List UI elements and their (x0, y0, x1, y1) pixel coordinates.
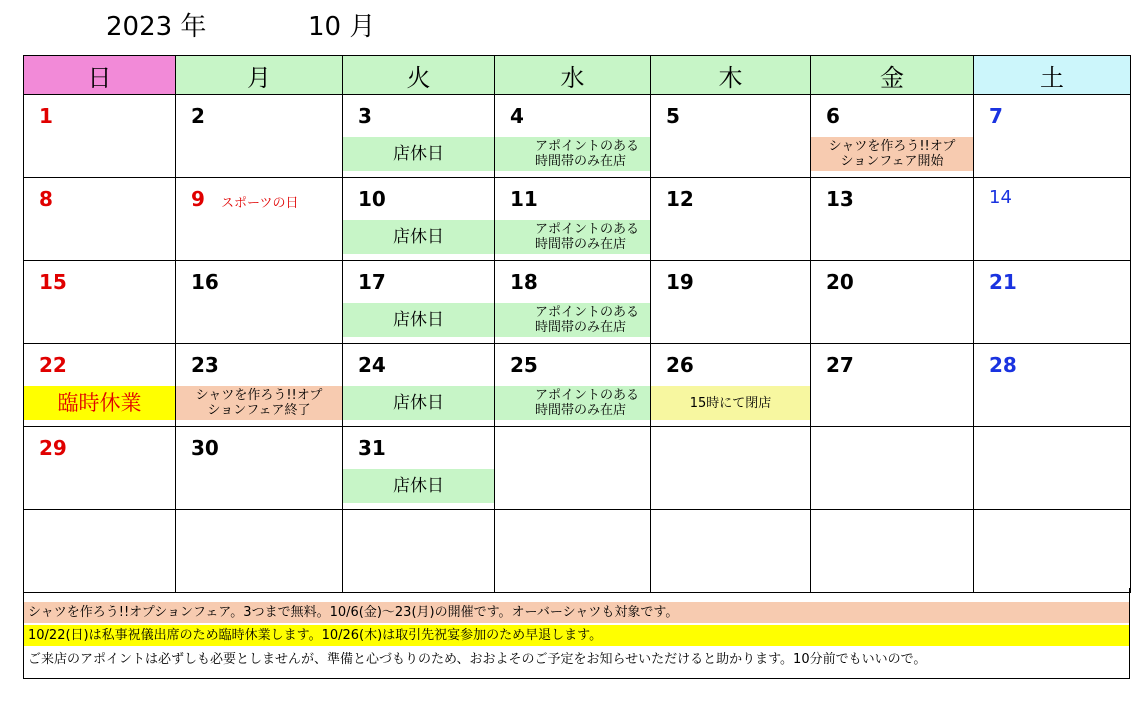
week-row (24, 95, 1131, 178)
appointment-only-event (495, 386, 650, 420)
notes-section (23, 588, 1130, 679)
day-number: 6 (826, 104, 840, 128)
holiday-label: スポーツの日 (221, 196, 299, 211)
empty-day-cell (651, 427, 811, 510)
day-number: 27 (826, 353, 854, 377)
empty-day-cell (651, 510, 811, 593)
empty-day-cell (811, 510, 974, 593)
empty-day-cell (974, 510, 1131, 593)
day-number: 23 (191, 353, 219, 377)
empty-day-cell (495, 427, 651, 510)
day-cell[interactable] (651, 344, 811, 427)
event-line: ションフェア終了 (207, 403, 311, 418)
day-number: 29 (39, 436, 67, 460)
event-line: ションフェア開始 (840, 154, 944, 169)
day-number: 19 (666, 270, 694, 294)
appointment-only-event (495, 137, 650, 171)
day-cell[interactable] (651, 95, 811, 178)
empty-day-cell (343, 510, 495, 593)
week-row (24, 510, 1131, 593)
weekday-header-monday: 月 (176, 56, 343, 95)
event-line: シャツを作ろう!!オプ (828, 139, 956, 154)
empty-day-cell (495, 510, 651, 593)
day-number: 28 (989, 353, 1017, 377)
day-number: 14 (989, 187, 1012, 208)
weekday-header-thursday: 木 (651, 56, 811, 95)
day-number: 9 (191, 187, 205, 211)
day-cell[interactable] (495, 95, 651, 178)
day-cell[interactable] (495, 178, 651, 261)
day-number: 20 (826, 270, 854, 294)
appointment-only-event (495, 220, 650, 254)
closed-day-event: 店休日 (343, 469, 494, 503)
fair-end-event (176, 386, 342, 420)
day-number: 25 (510, 353, 538, 377)
day-cell[interactable] (811, 178, 974, 261)
event-line: アポイントのある (535, 305, 640, 320)
closed-day-event: 店休日 (343, 386, 494, 420)
event-line: 時間帯のみ在店 (535, 154, 627, 169)
day-number: 21 (989, 270, 1017, 294)
day-number: 22 (39, 353, 67, 377)
day-number: 31 (358, 436, 386, 460)
day-number: 3 (358, 104, 372, 128)
day-number: 17 (358, 270, 386, 294)
day-cell[interactable] (974, 95, 1131, 178)
event-line: 時間帯のみ在店 (535, 403, 627, 418)
day-cell[interactable] (343, 95, 495, 178)
event-line: アポイントのある (535, 139, 640, 154)
event-line: アポイントのある (535, 388, 640, 403)
day-cell[interactable] (24, 427, 176, 510)
note-closure: 10/22(日)は私事祝儀出席のため臨時休業します。10/26(木)は取引先祝宴参加のため早退します。 (24, 625, 1129, 646)
day-number: 8 (39, 187, 53, 211)
day-cell[interactable] (495, 344, 651, 427)
day-number: 10 (358, 187, 386, 211)
day-cell[interactable] (811, 344, 974, 427)
day-cell[interactable] (343, 427, 495, 510)
day-number: 26 (666, 353, 694, 377)
day-cell[interactable] (176, 427, 343, 510)
day-cell[interactable] (343, 344, 495, 427)
weekday-header-wednesday: 水 (495, 56, 651, 95)
closed-day-event: 店休日 (343, 303, 494, 337)
day-cell[interactable] (24, 344, 176, 427)
day-number: 5 (666, 104, 680, 128)
note-appointment: ご来店のアポイントは必ずしも必要としませんが、準備と心づもりのため、おおよそのご予定をお知らせいただけると助かります。10分前でもいいので。 (24, 649, 1129, 670)
week-row (24, 427, 1131, 510)
day-cell[interactable] (176, 95, 343, 178)
weekday-header-row (24, 56, 1131, 95)
event-line: アポイントのある (535, 222, 640, 237)
calendar-grid (23, 55, 1131, 593)
day-cell[interactable] (343, 261, 495, 344)
day-number: 11 (510, 187, 538, 211)
day-number: 1 (39, 104, 53, 128)
week-row (24, 344, 1131, 427)
weekday-header-tuesday: 火 (343, 56, 495, 95)
day-cell[interactable] (811, 95, 974, 178)
day-number: 30 (191, 436, 219, 460)
temporary-closure-event: 臨時休業 (24, 386, 175, 420)
closed-day-event: 店休日 (343, 220, 494, 254)
event-line: シャツを作ろう!!オプ (195, 388, 323, 403)
day-cell[interactable] (24, 178, 176, 261)
day-cell[interactable] (974, 344, 1131, 427)
empty-day-cell (24, 510, 176, 593)
empty-day-cell (176, 510, 343, 593)
weekday-header-friday: 金 (811, 56, 974, 95)
note-fair: シャツを作ろう!!オプションフェア。3つまで無料。10/6(金)～23(月)の開催です。オーバーシャツも対象です。 (24, 602, 1129, 623)
weekday-header-saturday: 土 (974, 56, 1131, 95)
event-line: 時間帯のみ在店 (535, 320, 627, 335)
day-cell[interactable] (974, 261, 1131, 344)
empty-day-cell (974, 427, 1131, 510)
appointment-only-event (495, 303, 650, 337)
day-number: 24 (358, 353, 386, 377)
day-number: 18 (510, 270, 538, 294)
day-cell[interactable] (811, 261, 974, 344)
closed-day-event: 店休日 (343, 137, 494, 171)
event-line: 時間帯のみ在店 (535, 237, 627, 252)
week-row (24, 178, 1131, 261)
day-number: 16 (191, 270, 219, 294)
day-cell[interactable] (176, 261, 343, 344)
day-number: 15 (39, 270, 67, 294)
fair-start-event (811, 137, 973, 171)
day-cell[interactable] (651, 178, 811, 261)
calendar-month: 10 月 (308, 12, 376, 42)
day-number: 4 (510, 104, 524, 128)
early-close-event: 15時にて閉店 (651, 386, 810, 420)
day-number: 13 (826, 187, 854, 211)
day-cell[interactable] (176, 178, 343, 261)
day-cell[interactable] (24, 95, 176, 178)
calendar-year: 2023 年 (106, 12, 207, 42)
weekday-header-sunday: 日 (24, 56, 176, 95)
empty-day-cell (811, 427, 974, 510)
day-cell[interactable] (176, 344, 343, 427)
day-number: 7 (989, 104, 1003, 128)
day-cell[interactable] (343, 178, 495, 261)
day-cell[interactable] (495, 261, 651, 344)
day-cell[interactable] (651, 261, 811, 344)
day-number: 12 (666, 187, 694, 211)
week-row (24, 261, 1131, 344)
day-cell[interactable] (24, 261, 176, 344)
day-number: 2 (191, 104, 205, 128)
day-cell[interactable] (974, 178, 1131, 261)
